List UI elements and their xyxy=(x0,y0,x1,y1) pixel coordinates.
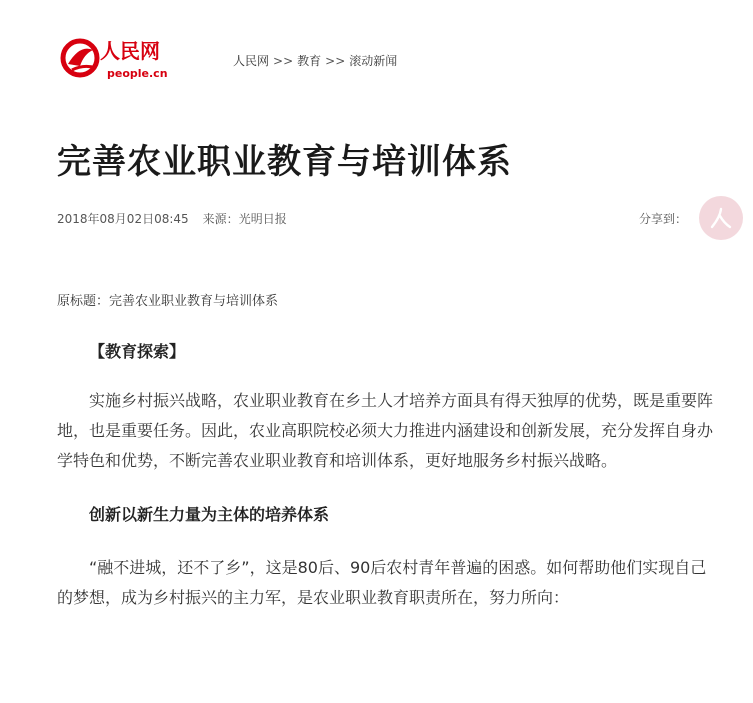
people-cn-logo-image xyxy=(60,34,185,84)
article-meta xyxy=(57,210,287,227)
paragraph: “融不进城，还不了乡”，这是80后、90后农村青年普遍的困惑。如何帮助他们实现自己的梦想，成为乡村振兴的主力军，是农业职业教育职责所在，努力所向： xyxy=(57,558,707,607)
subheading: 创新以新生力量为主体的培养体系 xyxy=(89,505,330,524)
article-body xyxy=(57,290,717,639)
breadcrumb-separator: >> xyxy=(273,54,294,68)
people-share-icon xyxy=(708,205,734,231)
article-title: 完善农业职业教育与培训体系 xyxy=(57,142,512,182)
article-datetime: 2018年08月02日08:45 xyxy=(57,212,189,226)
paragraph: 实施乡村振兴战略，农业职业教育在乡土人才培养方面具有得天独厚的优势，既是重要阵地，也是重要任务。因此，农业高职院校必须大力推进内涵建设和创新发展，充分发挥自身办学特色和优势，不断完善农业职业教育和培训体系，更好地服务乡村振兴战略。 xyxy=(57,391,714,470)
breadcrumb xyxy=(233,52,397,69)
breadcrumb-item-education[interactable]: 教育 xyxy=(297,54,322,68)
share-bar xyxy=(639,196,743,240)
site-header xyxy=(60,34,740,84)
breadcrumb-separator: >> xyxy=(325,54,346,68)
breadcrumb-item-people[interactable]: 人民网 xyxy=(233,54,270,68)
share-label: 分享到： xyxy=(638,211,687,226)
article-source: 光明日报 xyxy=(238,212,287,226)
share-people-button[interactable] xyxy=(699,196,743,240)
source-label: 来源： xyxy=(202,212,239,226)
logo-cn-text: 人民网 xyxy=(100,39,160,63)
original-title: 原标题：完善农业职业教育与培训体系 xyxy=(57,294,279,309)
logo-en-text: people.cn xyxy=(107,67,168,80)
people-cn-logo[interactable] xyxy=(60,34,185,84)
breadcrumb-item-rolling-news[interactable]: 滚动新闻 xyxy=(349,54,398,68)
section-tag: 【教育探索】 xyxy=(89,342,186,361)
